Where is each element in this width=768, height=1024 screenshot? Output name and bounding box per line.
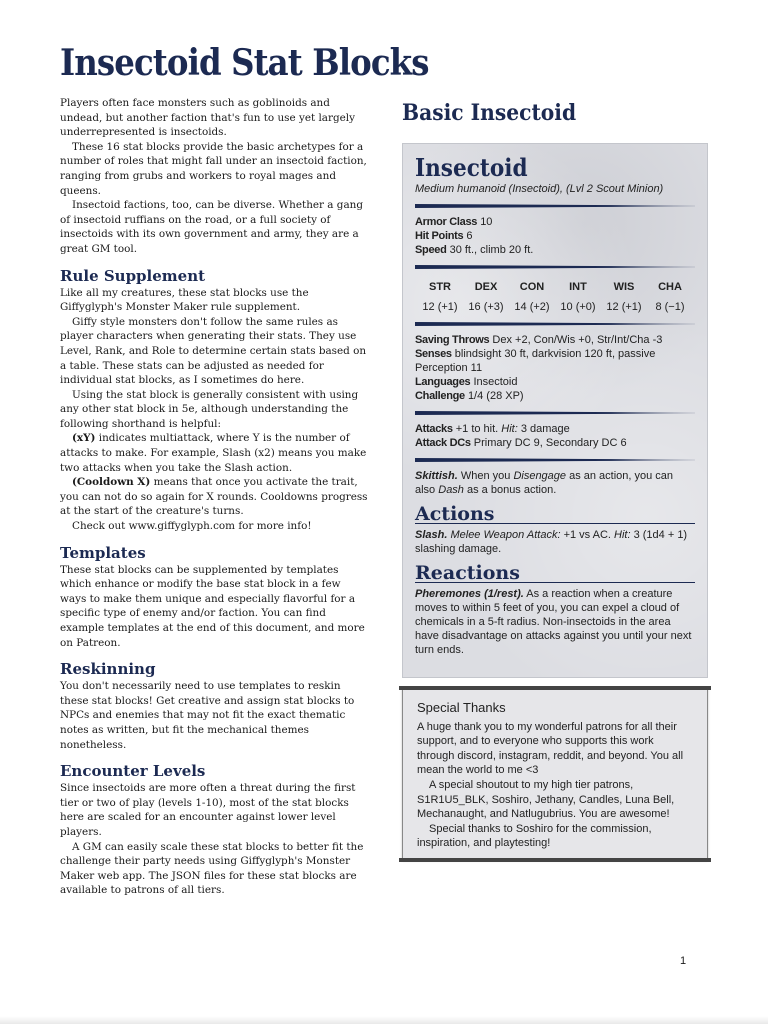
cooldown-text: means that once you activate the trait, you can not do so again for X rounds. Cooldowns progress at the start of the creature's turns. <box>60 476 368 518</box>
info-link-paragraph: Check out www.giffyglyph.com for more info! <box>72 520 312 533</box>
thanks-paragraph: Special thanks to Soshiro for the commission, inspiration, and playtesting! <box>417 822 652 850</box>
languages-label: Languages <box>415 376 471 388</box>
action-name: Slash. <box>415 529 448 541</box>
divider <box>415 322 695 326</box>
ability-label: CHA <box>658 281 682 293</box>
actions-heading: Actions <box>415 507 695 524</box>
creature-name: Insectoid <box>415 153 528 182</box>
reaction-pheremones <box>415 587 695 657</box>
senses <box>415 347 695 375</box>
ability-con <box>509 280 555 314</box>
speed-label: Speed <box>415 244 447 256</box>
creature-subtitle: Medium humanoid (Insectoid), (Lvl 2 Scout Minion) <box>415 183 664 195</box>
action-type: Melee Weapon Attack: <box>450 529 561 541</box>
ability-int <box>555 280 601 314</box>
rule-paragraph: Giffy style monsters don't follow the same rules as player characters when generating their stats. They use Level, Rank, and Role to determine certain stats based on a table. These stats can be adjusted as needed for individual stat blocks, as I sometimes do here. <box>60 315 367 387</box>
action-hit-label: Hit: <box>614 529 631 541</box>
cooldown-term: (Cooldown X) <box>72 476 151 489</box>
action-text: +1 vs AC. <box>560 529 615 541</box>
ability-label: CON <box>519 281 545 293</box>
languages-value: Insectoid <box>473 376 518 388</box>
trait-text: When you <box>457 470 514 482</box>
ability-wis <box>601 280 647 314</box>
page-bottom-edge <box>0 1016 768 1024</box>
ability-value: 12 (+1) <box>422 301 458 313</box>
challenge-value: 1/4 (28 XP) <box>467 390 524 402</box>
ability-label: DEX <box>474 281 498 293</box>
reaction-text: As a reaction when a creature moves to within 5 feet of you, you can expel a cloud of chemicals in a 5-ft radius. Non-insectoids in the area have disadvantage on attacks against you until your next turn ends. <box>415 588 692 656</box>
reaction-name: Pheremones (1/rest). <box>415 588 524 600</box>
divider <box>415 458 695 462</box>
attack-dcs <box>415 436 695 450</box>
ability-dex <box>463 280 509 314</box>
armor-class <box>415 215 695 229</box>
ability-scores <box>415 276 695 314</box>
speed <box>415 243 695 257</box>
armor-class-value: 10 <box>480 216 493 228</box>
ability-value: 12 (+1) <box>606 301 642 313</box>
trait-term: Dash <box>438 484 464 496</box>
ability-value: 8 (−1) <box>655 301 685 313</box>
divider <box>415 204 695 208</box>
senses-label: Senses <box>415 348 452 360</box>
challenge <box>415 389 695 403</box>
attacks-label: Attacks <box>415 423 453 435</box>
attacks-damage: 3 damage <box>517 423 570 435</box>
ability-str <box>417 280 463 314</box>
hit-points-label: Hit Points <box>415 230 464 242</box>
trait-text: as an action, you can also <box>415 470 674 496</box>
saving-throws-label: Saving Throws <box>415 334 490 346</box>
speed-value: 30 ft., climb 20 ft. <box>449 244 534 256</box>
attacks-hit-label: Hit: <box>501 423 518 435</box>
encounter-levels-heading: Encounter Levels <box>60 762 206 781</box>
trait-term: Disengage <box>513 470 567 482</box>
encounter-paragraph: A GM can easily scale these stat blocks to better fit the challenge their party needs using Giffyglyph's Monster Maker web app. The JSON files for these stat blocks are available to patrons of all tiers. <box>60 840 364 897</box>
thanks-paragraph: A special shoutout to my high tier patrons, S1R1U5_BLK, Soshiro, Jethany, Candles, Luna Bell, Mechanaught, and Natlugubrius. You are awesome! <box>417 778 675 821</box>
multiattack-term: (xY) <box>72 432 96 445</box>
special-thanks-box <box>402 688 708 860</box>
intro-column <box>60 96 368 898</box>
cooldown-note <box>60 475 368 519</box>
divider <box>415 411 695 415</box>
templates-paragraph: These stat blocks can be supplemented by templates which enhance or modify the base stat block in a few ways to make them unique and especially flavorful for a specific type of enemy and/or faction. You can find example templates at the end of this document, and more on Patreon. <box>60 563 365 649</box>
basic-insectoid-heading: Basic Insectoid <box>402 100 577 126</box>
page-number: 1 <box>680 955 687 967</box>
attack-dcs-value: Primary DC 9, Secondary DC 6 <box>473 437 627 449</box>
intro-paragraph: Insectoid factions, too, can be diverse. Whether a gang of insectoid ruffians on the road, or a full society of insectoids with its own government and army, they are a great GM tool. <box>60 199 363 255</box>
ability-value: 16 (+3) <box>468 301 504 313</box>
ability-cha <box>647 280 693 314</box>
rule-paragraph: Like all my creatures, these stat blocks use the Giffyglyph's Monster Maker rule supplement. <box>60 286 309 314</box>
languages <box>415 375 695 389</box>
attacks <box>415 422 695 436</box>
ability-value: 14 (+2) <box>514 301 550 313</box>
multiattack-note <box>60 431 368 475</box>
saving-throws <box>415 333 695 347</box>
senses-value: blindsight 30 ft, darkvision 120 ft, passive Perception 11 <box>415 348 656 374</box>
multiattack-text: indicates multiattack, where Y is the number of attacks to make. For example, Slash (x2) means you make two attacks when you take the Slash action. <box>60 432 367 474</box>
attack-dcs-label: Attack DCs <box>415 437 471 449</box>
page-title: Insectoid Stat Blocks <box>60 42 429 84</box>
hit-points <box>415 229 695 243</box>
reactions-heading: Reactions <box>415 566 695 583</box>
intro-paragraph: These 16 stat blocks provide the basic archetypes for a number of roles that might fall under an insectoid faction, ranging from grubs and workers to royal mages and queens. <box>60 140 367 197</box>
stat-block <box>402 143 708 678</box>
ability-label: INT <box>569 281 587 293</box>
ability-label: STR <box>429 281 451 293</box>
action-text: 3 (1d4 + 1) slashing damage. <box>415 529 688 555</box>
special-thanks-title: Special Thanks <box>417 700 506 715</box>
trait-text: as a bonus action. <box>463 484 557 496</box>
challenge-label: Challenge <box>415 390 465 402</box>
saving-throws-value: Dex +2, Con/Wis +0, Str/Int/Cha -3 <box>492 334 663 346</box>
action-slash <box>415 528 695 556</box>
trait-name: Skittish. <box>415 470 458 482</box>
reskinning-heading: Reskinning <box>60 660 156 679</box>
hit-points-value: 6 <box>466 230 473 242</box>
intro-paragraph: Players often face monsters such as goblinoids and undead, but another faction that's fun to use yet largely underrepresented is insectoids. <box>60 97 355 139</box>
ability-label: WIS <box>613 281 635 293</box>
trait-skittish <box>415 469 695 497</box>
thanks-paragraph: A huge thank you to my wonderful patrons for all their support, and to everyone who supports this work through discord, instagram, reddit, and beyond. You all mean the world to me <3 <box>417 720 684 777</box>
rule-paragraph: Using the stat block is generally consistent with using any other stat block in 5e, although understanding the following shorthand is helpful: <box>60 388 359 430</box>
rule-supplement-heading: Rule Supplement <box>60 266 206 285</box>
divider <box>415 265 695 269</box>
ability-value: 10 (+0) <box>560 301 596 313</box>
templates-heading: Templates <box>60 543 146 562</box>
attacks-bonus: +1 to hit. <box>455 423 502 435</box>
armor-class-label: Armor Class <box>415 216 478 228</box>
encounter-paragraph: Since insectoids are more often a threat during the first tier or two of play (levels 1-10), most of the stat blocks here are scaled for an encounter against lower level players. <box>60 782 356 838</box>
reskinning-paragraph: You don't necessarily need to use templates to reskin these stat blocks! Get creative and assign stat blocks to NPCs and enemies that may not fit the exact thematic notes as written, but fit the mechanical themes nonetheless. <box>60 680 355 751</box>
